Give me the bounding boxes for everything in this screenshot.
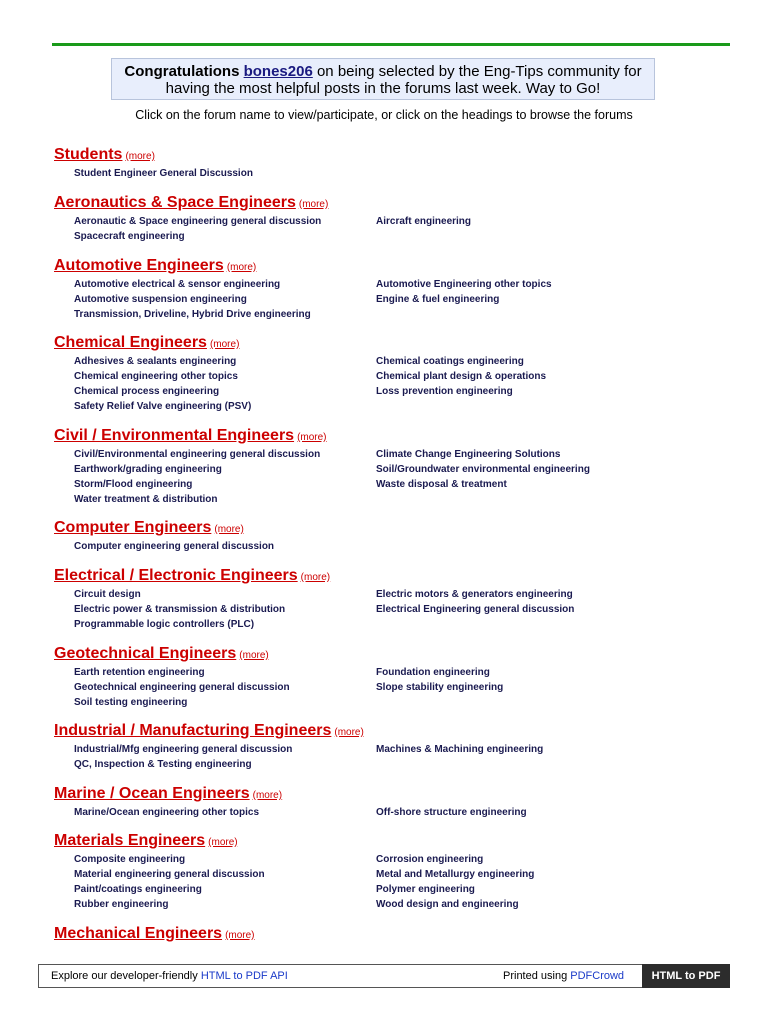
forum-link[interactable]: Metal and Metallurgy engineering <box>376 869 535 880</box>
forum-link[interactable]: Chemical process engineering <box>74 386 220 397</box>
section-title-link[interactable]: Geotechnical Engineers <box>54 645 237 662</box>
section-heading <box>54 257 714 275</box>
forum-link[interactable]: Paint/coatings engineering <box>74 884 202 895</box>
forum-link[interactable]: Machines & Machining engineering <box>376 744 544 755</box>
forum-link[interactable]: Transmission, Driveline, Hybrid Drive engineering <box>74 309 311 320</box>
section-title-link[interactable]: Materials Engineers <box>54 832 206 849</box>
forum-link[interactable]: Polymer engineering <box>376 884 475 895</box>
forum-link[interactable]: Spacecraft engineering <box>74 231 185 242</box>
forum-link[interactable]: Marine/Ocean engineering other topics <box>74 807 260 818</box>
forum-link[interactable]: Corrosion engineering <box>376 854 484 865</box>
section-title-link[interactable]: Mechanical Engineers <box>54 925 223 942</box>
forum-link[interactable]: Engine & fuel engineering <box>376 294 500 305</box>
forum-link[interactable]: Earth retention engineering <box>74 667 205 678</box>
forum-link[interactable]: Composite engineering <box>74 854 186 865</box>
forum-link[interactable]: Programmable logic controllers (PLC) <box>74 619 255 630</box>
pdfcrowd-footer <box>38 964 730 988</box>
forum-list <box>74 539 714 554</box>
forum-link[interactable]: Slope stability engineering <box>376 682 504 693</box>
forum-section <box>54 146 714 181</box>
forum-link[interactable]: Computer engineering general discussion <box>74 541 275 552</box>
forum-link[interactable]: Wood design and engineering <box>376 899 519 910</box>
footer-right-text: Printed using <box>503 970 571 982</box>
forum-list <box>74 214 714 244</box>
section-heading <box>54 427 714 445</box>
forum-link[interactable]: Water treatment & distribution <box>74 494 218 505</box>
forum-list <box>74 742 714 772</box>
section-title-link[interactable]: Industrial / Manufacturing Engineers <box>54 722 332 739</box>
section-title-link[interactable]: Automotive Engineers <box>54 257 224 274</box>
forum-link[interactable]: Chemical coatings engineering <box>376 356 524 367</box>
forum-list <box>74 166 714 181</box>
forum-link[interactable]: Geotechnical engineering general discussion <box>74 682 290 693</box>
pdfcrowd-link[interactable]: PDFCrowd <box>570 970 625 982</box>
section-title-link[interactable]: Civil / Environmental Engineers <box>54 427 295 444</box>
forum-link[interactable]: Waste disposal & treatment <box>376 479 507 490</box>
forum-link[interactable]: Soil testing engineering <box>74 697 188 708</box>
forum-link[interactable]: QC, Inspection & Testing engineering <box>74 759 252 770</box>
section-heading <box>54 645 714 663</box>
forum-link[interactable]: Soil/Groundwater environmental engineering <box>376 464 590 475</box>
section-heading <box>54 567 714 585</box>
forum-link[interactable]: Student Engineer General Discussion <box>74 168 253 179</box>
forum-list <box>74 852 714 912</box>
forum-section <box>54 925 714 943</box>
forum-section <box>54 645 714 710</box>
top-divider <box>52 43 730 46</box>
more-link[interactable]: (more) <box>297 432 327 443</box>
forum-link[interactable]: Off-shore structure engineering <box>376 807 527 818</box>
forum-list <box>74 354 714 414</box>
footer-left-text: Explore our developer-friendly <box>51 970 201 982</box>
html-to-pdf-button[interactable]: HTML to PDF <box>642 964 730 988</box>
more-link[interactable]: (more) <box>125 151 155 162</box>
username-link[interactable]: bones206 <box>243 63 313 80</box>
section-heading <box>54 334 714 352</box>
forum-link[interactable]: Industrial/Mfg engineering general discussion <box>74 744 293 755</box>
forum-list <box>74 587 714 632</box>
forum-link[interactable]: Automotive electrical & sensor engineering <box>74 279 281 290</box>
section-title-link[interactable]: Students <box>54 146 123 163</box>
forum-section <box>54 519 714 554</box>
forum-link[interactable]: Chemical plant design & operations <box>376 371 547 382</box>
html-to-pdf-api-link[interactable]: HTML to PDF API <box>200 970 288 982</box>
forum-link[interactable]: Aircraft engineering <box>376 216 472 227</box>
forum-link[interactable]: Electric power & transmission & distribution <box>74 604 286 615</box>
instructions-text: Click on the forum name to view/participate, or click on the headings to browse the forums <box>135 108 633 122</box>
forum-list <box>74 805 714 820</box>
more-link[interactable]: (more) <box>298 199 329 210</box>
forum-link[interactable]: Foundation engineering <box>376 667 490 678</box>
forum-link[interactable]: Electric motors & generators engineering <box>376 589 573 600</box>
forum-list <box>74 447 714 507</box>
forum-link[interactable]: Civil/Environmental engineering general discussion <box>74 449 321 460</box>
more-link[interactable]: (more) <box>214 524 244 535</box>
forum-list <box>74 665 714 710</box>
forum-section <box>54 334 714 414</box>
forum-section <box>54 832 714 912</box>
more-link[interactable]: (more) <box>225 930 255 941</box>
forum-link[interactable]: Earthwork/grading engineering <box>74 464 222 475</box>
forum-link[interactable]: Chemical engineering other topics <box>74 371 238 382</box>
forum-link[interactable]: Adhesives & sealants engineering <box>74 356 237 367</box>
forum-link[interactable]: Electrical Engineering general discussion <box>376 604 575 615</box>
congratulations-banner <box>111 58 655 100</box>
more-link[interactable]: (more) <box>300 572 331 583</box>
section-heading <box>54 519 714 537</box>
forum-link[interactable]: Aeronautic & Space engineering general discussion <box>74 216 322 227</box>
forum-link[interactable]: Rubber engineering <box>74 899 169 910</box>
section-title-link[interactable]: Aeronautics & Space Engineers <box>54 194 296 211</box>
forum-link[interactable]: Climate Change Engineering Solutions <box>376 449 561 460</box>
forum-section <box>54 722 714 772</box>
section-title-link[interactable]: Chemical Engineers <box>54 334 207 351</box>
section-heading <box>54 194 714 212</box>
section-heading <box>54 925 714 943</box>
forum-link[interactable]: Safety Relief Valve engineering (PSV) <box>74 401 252 412</box>
footer-right <box>503 970 624 982</box>
more-link[interactable]: (more) <box>208 837 238 848</box>
footer-left <box>51 970 288 982</box>
forum-link[interactable]: Circuit design <box>74 589 141 600</box>
section-title-link[interactable]: Electrical / Electronic Engineers <box>54 567 298 584</box>
forum-section <box>54 194 714 244</box>
forum-section <box>54 785 714 820</box>
forum-link[interactable]: Automotive Engineering other topics <box>376 279 552 290</box>
more-link[interactable]: (more) <box>209 339 240 350</box>
more-link[interactable]: (more) <box>239 650 269 661</box>
more-link[interactable]: (more) <box>334 727 364 738</box>
forum-section <box>54 257 714 322</box>
section-heading <box>54 785 714 803</box>
forum-section <box>54 567 714 632</box>
forum-link[interactable]: Storm/Flood engineering <box>74 479 193 490</box>
forum-section <box>54 427 714 507</box>
forum-list <box>74 277 714 322</box>
forum-link[interactable]: Automotive suspension engineering <box>74 294 247 305</box>
forum-link[interactable]: Loss prevention engineering <box>376 386 513 397</box>
section-title-link[interactable]: Computer Engineers <box>54 519 212 536</box>
more-link[interactable]: (more) <box>226 262 257 273</box>
congrats-word: Congratulations <box>124 63 240 80</box>
section-heading <box>54 146 714 164</box>
congrats-message: on being selected by the Eng-Tips community for having the most helpful posts in the forums last week. Way to Go! <box>165 63 642 97</box>
section-heading <box>54 832 714 850</box>
more-link[interactable]: (more) <box>252 790 283 801</box>
section-title-link[interactable]: Marine / Ocean Engineers <box>54 785 250 802</box>
forum-link[interactable]: Material engineering general discussion <box>74 869 265 880</box>
section-heading <box>54 722 714 740</box>
